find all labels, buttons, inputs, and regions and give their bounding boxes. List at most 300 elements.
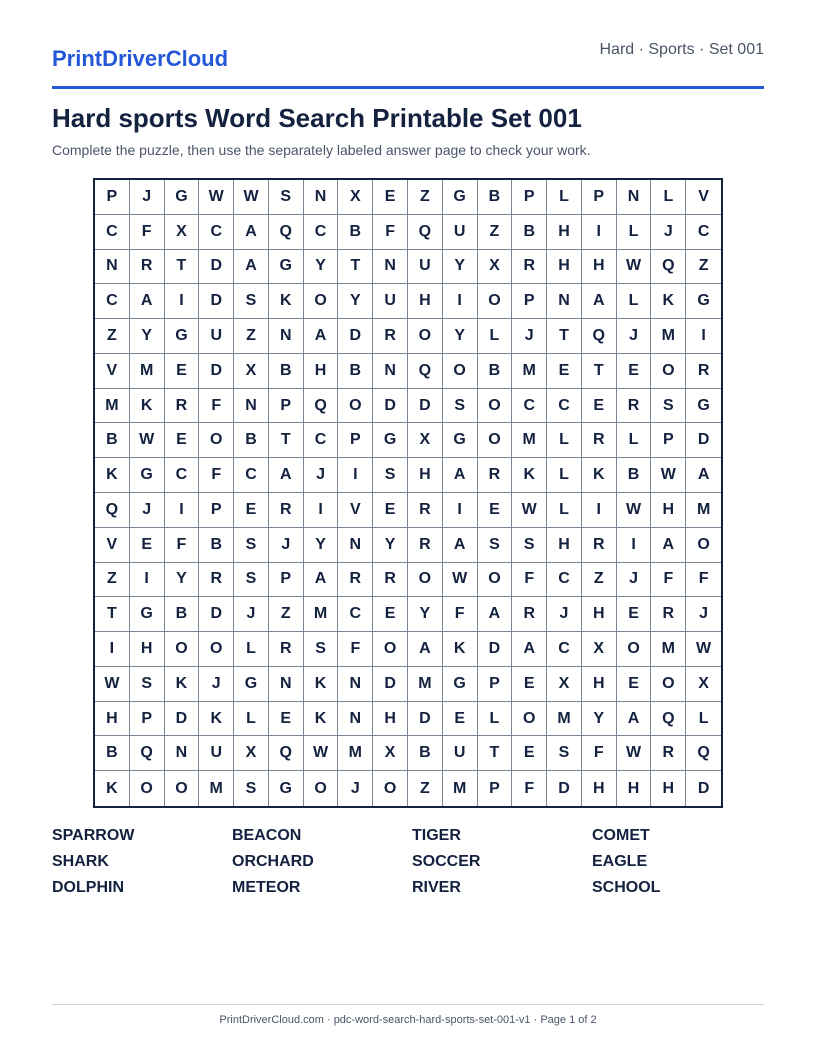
grid-cell: C [547,389,582,424]
grid-cell: X [165,215,200,250]
grid-cell: L [651,180,686,215]
grid-cell: Q [408,215,443,250]
grid-cell: G [686,389,721,424]
grid-cell: X [234,354,269,389]
grid-cell: Z [269,597,304,632]
grid-cell: A [443,458,478,493]
grid-cell: P [651,423,686,458]
grid-cell: B [165,597,200,632]
word-list-item: BEACON [232,827,302,844]
grid-cell: P [269,389,304,424]
grid-cell: H [617,771,652,806]
grid-cell: R [478,458,513,493]
grid-cell: J [651,215,686,250]
grid-cell: X [686,667,721,702]
grid-cell: E [443,702,478,737]
grid-cell: V [95,354,130,389]
grid-cell: R [651,597,686,632]
grid-cell: F [512,563,547,598]
grid-cell: Y [130,319,165,354]
grid-cell: O [199,423,234,458]
grid-cell: B [95,736,130,771]
grid-cell: N [373,354,408,389]
grid-cell: O [651,667,686,702]
grid-cell: K [95,458,130,493]
grid-cell: I [130,563,165,598]
grid-cell: P [512,284,547,319]
word-list-item: RIVER [412,879,461,896]
grid-cell: D [199,284,234,319]
grid-cell: C [234,458,269,493]
grid-cell: A [304,319,339,354]
brand-logo-text: PrintDriverCloud [52,46,229,71]
footer-divider [52,1004,764,1005]
grid-cell: N [338,702,373,737]
grid-cell: O [408,563,443,598]
grid-cell: A [234,250,269,285]
grid-cell: J [617,563,652,598]
grid-cell: M [512,423,547,458]
grid-cell: D [408,702,443,737]
grid-cell: W [443,563,478,598]
grid-cell: J [512,319,547,354]
grid-cell: I [443,284,478,319]
grid-cell: P [338,423,373,458]
grid-cell: L [547,458,582,493]
grid-cell: E [130,528,165,563]
grid-cell: A [269,458,304,493]
grid-cell: T [547,319,582,354]
grid-cell: P [582,180,617,215]
grid-cell: H [304,354,339,389]
grid-cell: K [199,702,234,737]
grid-cell: X [373,736,408,771]
grid-cell: W [686,632,721,667]
grid-cell: E [269,702,304,737]
grid-cell: J [304,458,339,493]
grid-cell: T [338,250,373,285]
grid-cell: G [443,667,478,702]
grid-cell: H [408,284,443,319]
grid-cell: K [269,284,304,319]
grid-cell: J [547,597,582,632]
word-list-item: SOCCER [412,853,481,870]
word-list-item: SHARK [52,853,109,870]
grid-cell: A [651,528,686,563]
grid-cell: J [617,319,652,354]
grid-cell: H [582,667,617,702]
grid-cell: S [234,563,269,598]
grid-cell: P [478,771,513,806]
grid-cell: W [617,493,652,528]
grid-cell: S [443,389,478,424]
grid-cell: M [408,667,443,702]
grid-cell: Y [443,319,478,354]
grid-cell: X [338,180,373,215]
grid-cell: B [408,736,443,771]
grid-cell: X [234,736,269,771]
grid-cell: P [130,702,165,737]
grid-cell: F [199,458,234,493]
grid-cell: M [686,493,721,528]
grid-cell: B [234,423,269,458]
grid-cell: G [269,250,304,285]
grid-cell: D [199,250,234,285]
grid-cell: Q [269,736,304,771]
grid-cell: L [617,215,652,250]
grid-cell: E [165,354,200,389]
grid-cell: W [130,423,165,458]
grid-cell: L [686,702,721,737]
grid-cell: Q [651,250,686,285]
grid-cell: Y [304,250,339,285]
grid-cell: K [304,702,339,737]
grid-cell: R [512,250,547,285]
grid-cell: M [199,771,234,806]
grid-cell: N [373,250,408,285]
grid-cell: M [443,771,478,806]
grid-cell: B [95,423,130,458]
grid-cell: K [651,284,686,319]
grid-cell: F [130,215,165,250]
grid-cell: C [686,215,721,250]
grid-cell: L [478,319,513,354]
grid-cell: R [582,528,617,563]
grid-cell: A [234,215,269,250]
grid-cell: I [617,528,652,563]
grid-cell: B [617,458,652,493]
grid-cell: O [199,632,234,667]
grid-cell: N [234,389,269,424]
grid-cell: O [478,389,513,424]
grid-cell: L [547,493,582,528]
grid-cell: X [547,667,582,702]
grid-cell: L [234,632,269,667]
grid-cell: J [199,667,234,702]
grid-cell: Z [95,563,130,598]
grid-cell: M [130,354,165,389]
grid-cell: I [582,215,617,250]
grid-cell: T [165,250,200,285]
grid-cell: S [130,667,165,702]
grid-cell: T [478,736,513,771]
grid-cell: V [686,180,721,215]
grid-cell: E [373,493,408,528]
word-list-item: SCHOOL [592,879,661,896]
grid-cell: O [512,702,547,737]
grid-cell: R [582,423,617,458]
grid-cell: K [512,458,547,493]
grid-cell: G [269,771,304,806]
grid-cell: M [651,319,686,354]
grid-cell: N [269,319,304,354]
word-list-item: SPARROW [52,827,135,844]
grid-cell: I [165,284,200,319]
grid-cell: D [338,319,373,354]
grid-cell: E [582,389,617,424]
grid-cell: H [95,702,130,737]
grid-cell: M [512,354,547,389]
grid-cell: R [617,389,652,424]
grid-cell: G [130,597,165,632]
grid-cell: N [95,250,130,285]
grid-cell: B [478,180,513,215]
grid-cell: L [617,423,652,458]
grid-cell: O [304,771,339,806]
grid-cell: R [408,493,443,528]
grid-cell: C [304,215,339,250]
grid-cell: H [651,493,686,528]
grid-cell: I [582,493,617,528]
grid-cell: Z [95,319,130,354]
grid-cell: D [686,423,721,458]
grid-cell: R [199,563,234,598]
grid-cell: H [373,702,408,737]
grid-cell: A [617,702,652,737]
grid-cell: C [547,632,582,667]
grid-cell: R [165,389,200,424]
grid-cell: I [686,319,721,354]
grid-cell: N [338,528,373,563]
grid-cell: G [130,458,165,493]
grid-cell: U [199,319,234,354]
grid-cell: O [408,319,443,354]
grid-cell: C [547,563,582,598]
grid-cell: U [199,736,234,771]
grid-cell: B [199,528,234,563]
grid-cell: S [269,180,304,215]
grid-cell: O [165,632,200,667]
grid-cell: E [234,493,269,528]
grid-cell: S [234,771,269,806]
grid-cell: H [582,771,617,806]
grid-cell: W [617,250,652,285]
grid-cell: Q [269,215,304,250]
grid-cell: G [686,284,721,319]
grid-cell: K [95,771,130,806]
grid-cell: Y [582,702,617,737]
grid-cell: O [443,354,478,389]
grid-cell: D [199,354,234,389]
grid-cell: Z [408,180,443,215]
grid-cell: D [547,771,582,806]
grid-cell: P [478,667,513,702]
grid-cell: N [617,180,652,215]
grid-cell: C [338,597,373,632]
grid-cell: H [547,250,582,285]
grid-cell: E [512,736,547,771]
grid-cell: C [165,458,200,493]
grid-cell: R [408,528,443,563]
grid-cell: R [130,250,165,285]
grid-cell: S [651,389,686,424]
grid-cell: Z [582,563,617,598]
grid-cell: D [697,779,710,797]
grid-cell: S [512,528,547,563]
grid-cell: M [95,389,130,424]
grid-cell: F [582,736,617,771]
word-list-item: TIGER [412,827,461,844]
grid-cell: M [651,632,686,667]
grid-cell: E [373,180,408,215]
grid-cell: R [338,563,373,598]
grid-cell: O [651,354,686,389]
grid-cell: R [373,563,408,598]
grid-cell: K [130,389,165,424]
grid-cell: O [617,632,652,667]
page-footer: PrintDriverCloud.com · pdc-word-search-hard-sports-set-001-v1 · Page 1 of 2 [219,1014,597,1026]
grid-cell: W [512,493,547,528]
grid-cell: B [338,354,373,389]
grid-cell: R [686,354,721,389]
grid-cell: I [338,458,373,493]
grid-cell: Y [338,284,373,319]
grid-cell: D [408,389,443,424]
grid-cell: C [95,284,130,319]
grid-cell: C [304,423,339,458]
grid-cell: S [547,736,582,771]
grid-cell: J [338,771,373,806]
grid-cell: N [304,180,339,215]
grid-cell: J [234,597,269,632]
grid-cell: F [338,632,373,667]
grid-cell: S [304,632,339,667]
grid-cell: O [165,771,200,806]
grid-cell: P [199,493,234,528]
grid-cell: A [582,284,617,319]
grid-cell: A [686,458,721,493]
grid-cell: N [165,736,200,771]
grid-cell: R [269,493,304,528]
grid-cell: H [582,597,617,632]
grid-cell: I [443,493,478,528]
grid-cell: Y [373,528,408,563]
grid-cell: L [234,702,269,737]
grid-cell: E [547,354,582,389]
grid-cell: A [304,563,339,598]
grid-cell: N [338,667,373,702]
grid-cell: B [269,354,304,389]
grid-cell: W [304,736,339,771]
grid-cell: O [686,528,721,563]
grid-cell: S [478,528,513,563]
grid-cell: O [304,284,339,319]
grid-cell: F [199,389,234,424]
grid-cell: J [686,597,721,632]
grid-cell: R [373,319,408,354]
grid-cell: Z [686,250,721,285]
grid-cell: W [199,180,234,215]
grid-cell: U [443,736,478,771]
grid-cell: M [338,736,373,771]
grid-cell: H [547,215,582,250]
grid-cell: O [338,389,373,424]
word-list-item: ORCHARD [232,853,314,870]
grid-cell: A [408,632,443,667]
grid-cell: T [582,354,617,389]
grid-cell: M [547,702,582,737]
grid-cell: X [582,632,617,667]
grid-cell: H [651,771,686,806]
grid-cell: Q [582,319,617,354]
page-header [52,38,764,89]
grid-cell: G [165,180,200,215]
grid-cell: L [547,180,582,215]
grid-cell: T [95,597,130,632]
grid-cell: V [338,493,373,528]
grid-cell: O [130,771,165,806]
grid-cell: A [512,632,547,667]
grid-cell: Y [304,528,339,563]
grid-cell: R [512,597,547,632]
word-list-item: DOLPHIN [52,879,124,896]
grid-cell: W [617,736,652,771]
breadcrumb: Hard · Sports · Set 001 [599,41,764,58]
grid-cell: M [304,597,339,632]
grid-cell: W [234,180,269,215]
grid-cell: R [651,736,686,771]
grid-cell: A [130,284,165,319]
grid-cell: F [651,563,686,598]
grid-cell: Q [651,702,686,737]
grid-cell: P [269,563,304,598]
grid-cell: Y [408,597,443,632]
grid-cell: O [373,632,408,667]
grid-cell: I [165,493,200,528]
grid-cell: F [373,215,408,250]
grid-cell: X [478,250,513,285]
grid-cell: G [165,319,200,354]
grid-cell: J [269,528,304,563]
grid-cell: R [269,632,304,667]
grid-cell: D [373,389,408,424]
grid-cell: K [304,667,339,702]
grid-cell: G [443,180,478,215]
grid-cell: E [617,667,652,702]
grid-cell: F [443,597,478,632]
grid-cell: D [373,667,408,702]
grid-cell: S [234,284,269,319]
grid-cell: P [95,180,130,215]
grid-cell: U [443,215,478,250]
word-list-item: COMET [592,827,650,844]
grid-cell: E [165,423,200,458]
grid-cell: P [512,180,547,215]
grid-cell: E [617,354,652,389]
grid-cell: L [547,423,582,458]
grid-cell: Z [408,771,443,806]
grid-cell: B [338,215,373,250]
grid-cell: I [304,493,339,528]
grid-cell: E [512,667,547,702]
grid-cell: C [512,389,547,424]
grid-cell: G [443,423,478,458]
grid-cell: S [373,458,408,493]
grid-cell: S [234,528,269,563]
grid-cell: N [547,284,582,319]
grid-cell: O [478,423,513,458]
grid-cell: L [617,284,652,319]
grid-cell: J [130,180,165,215]
grid-cell: V [95,528,130,563]
grid-cell: D [165,702,200,737]
grid-cell: H [408,458,443,493]
grid-cell: Q [130,736,165,771]
grid-cell: K [582,458,617,493]
grid-cell: Y [165,563,200,598]
grid-cell: E [617,597,652,632]
grid-cell: Q [304,389,339,424]
